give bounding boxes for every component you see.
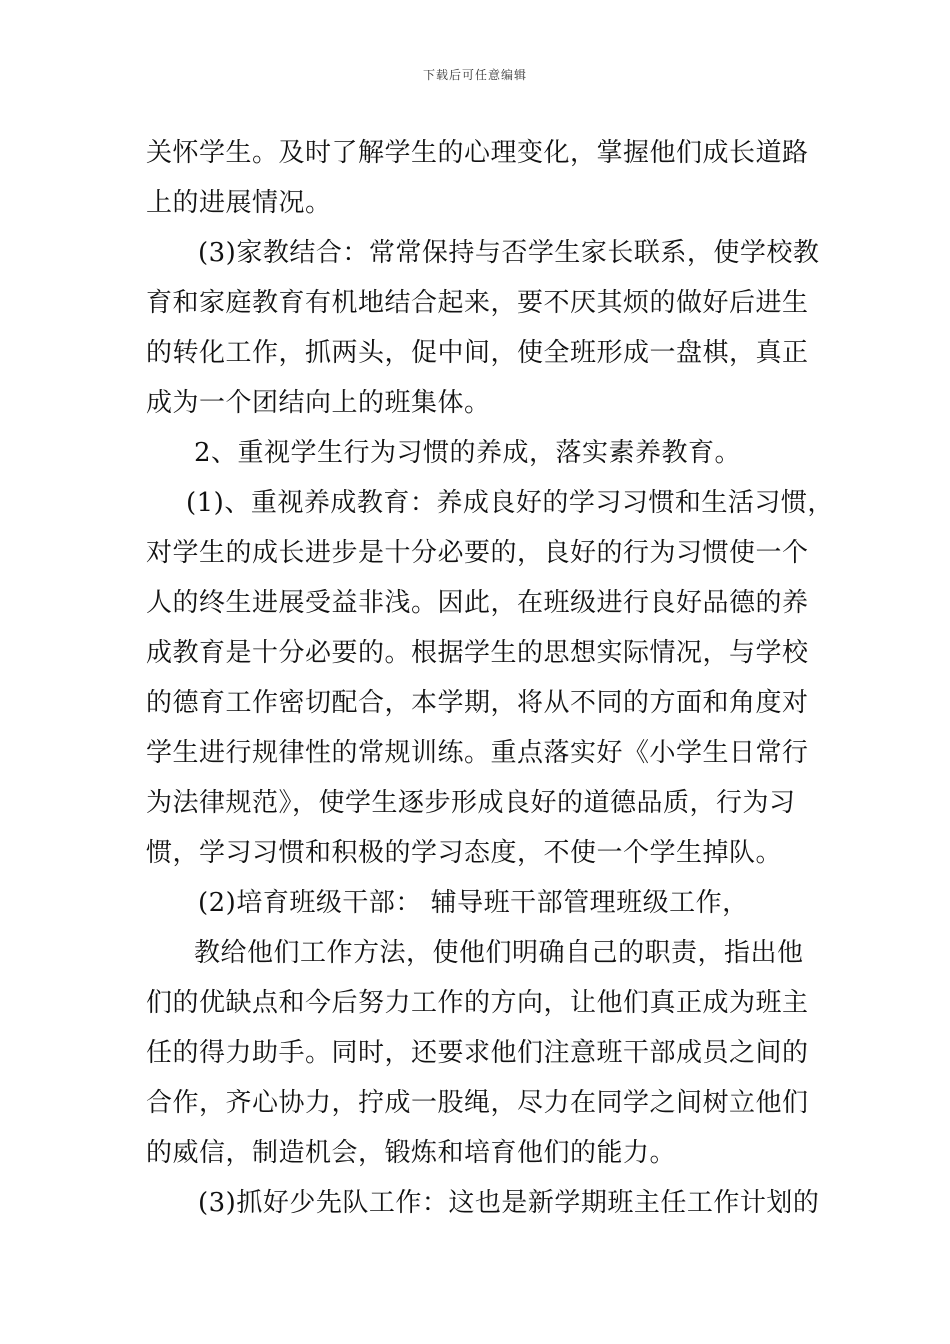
text-line: 关怀学生。及时了解学生的心理变化，掌握他们成长道路 bbox=[146, 138, 809, 168]
text-line: 成教育是十分必要的。根据学生的思想实际情况，与学校 bbox=[146, 638, 809, 668]
text-line: 们的优缺点和今后努力工作的方向，让他们真正成为班主 bbox=[146, 988, 809, 1018]
text-line: 的威信，制造机会，锻炼和培育他们的能力。 bbox=[146, 1138, 677, 1168]
text-line: 对学生的成长进步是十分必要的，良好的行为习惯使一个 bbox=[146, 538, 809, 568]
text-line: 成为一个团结向上的班集体。 bbox=[146, 388, 491, 418]
text-line: (3)家教结合：常常保持与否学生家长联系，使学校教 bbox=[198, 238, 820, 268]
text-line: (2)培育班级干部： 辅导班干部管理班级工作， bbox=[198, 888, 749, 918]
text-line: 学生进行规律性的常规训练。重点落实好《小学生日常行 bbox=[146, 738, 809, 768]
text-line: 合作，齐心协力，拧成一股绳，尽力在同学之间树立他们 bbox=[146, 1088, 809, 1118]
text-line: 的德育工作密切配合，本学期，将从不同的方面和角度对 bbox=[146, 688, 809, 718]
page-header: 下载后可任意编辑 bbox=[422, 68, 527, 82]
text-line: 的转化工作，抓两头，促中间，使全班形成一盘棋，真正 bbox=[146, 338, 809, 368]
text-line: 为法律规范》，使学生逐步形成良好的道德品质，行为习 bbox=[146, 788, 796, 818]
text-line: 人的终生进展受益非浅。因此，在班级进行良好品德的养 bbox=[146, 588, 809, 618]
text-line: (1)、重视养成教育：养成良好的学习习惯和生活习惯， bbox=[186, 488, 834, 518]
section-heading: 2、重视学生行为习惯的养成，落实素养教育。 bbox=[194, 438, 742, 468]
text-line: 上的进展情况。 bbox=[146, 188, 332, 218]
text-line: 育和家庭教育有机地结合起来，要不厌其烦的做好后进生 bbox=[146, 288, 809, 318]
text-line: 任的得力助手。同时，还要求他们注意班干部成员之间的 bbox=[146, 1038, 809, 1068]
text-line: 惯，学习习惯和积极的学习态度，不使一个学生掉队。 bbox=[146, 838, 783, 868]
text-line: (3)抓好少先队工作：这也是新学期班主任工作计划的 bbox=[198, 1188, 820, 1218]
text-line: 教给他们工作方法，使他们明确自己的职责，指出他 bbox=[194, 938, 804, 968]
document-body bbox=[146, 128, 836, 1228]
